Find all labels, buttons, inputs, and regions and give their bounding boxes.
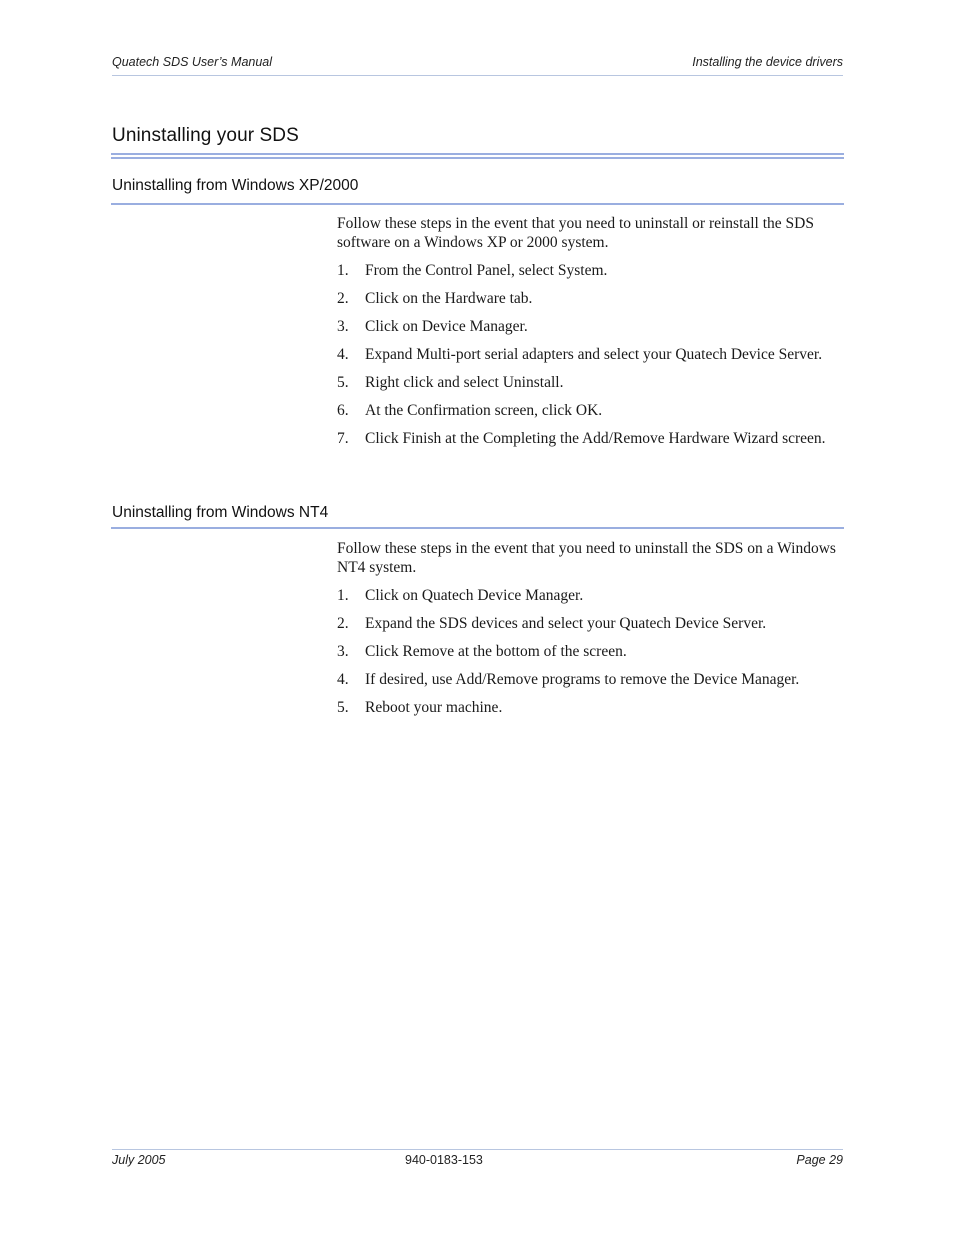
step-text: Click on Quatech Device Manager. — [365, 587, 584, 604]
running-header — [112, 55, 843, 76]
footer-doc-number: 940-0183-153 — [405, 1153, 483, 1167]
step-number: 6. — [337, 402, 349, 419]
section-rule-xp2000 — [111, 203, 844, 205]
step-number: 7. — [337, 430, 349, 447]
steps-list — [337, 586, 843, 717]
step-number: 1. — [337, 262, 349, 279]
footer-page-number: Page 29 — [796, 1153, 843, 1167]
section-heading-nt4: Uninstalling from Windows NT4 — [112, 504, 329, 521]
section-intro: Follow these steps in the event that you need to uninstall the SDS on a Windows NT4 system. — [337, 540, 836, 576]
section-body-xp2000 — [337, 214, 843, 457]
step-text: Click Remove at the bottom of the screen. — [365, 643, 627, 660]
step-text: Click on the Hardware tab. — [365, 290, 533, 307]
list-item — [337, 670, 843, 689]
list-item — [337, 614, 843, 633]
step-number: 5. — [337, 699, 349, 716]
step-text: If desired, use Add/Remove programs to remove the Device Manager. — [365, 671, 800, 688]
step-number: 2. — [337, 615, 349, 632]
footer-date: July 2005 — [112, 1153, 166, 1167]
list-item — [337, 345, 843, 364]
list-item — [337, 289, 843, 308]
page-title: Uninstalling your SDS — [112, 125, 299, 146]
step-text: Reboot your machine. — [365, 699, 503, 716]
list-item — [337, 317, 843, 336]
list-item — [337, 261, 843, 280]
section-rule-nt4 — [111, 527, 844, 529]
step-text: Expand Multi-port serial adapters and select your Quatech Device Server. — [365, 346, 823, 363]
chapter-title: Installing the device drivers — [692, 55, 843, 69]
step-number: 3. — [337, 318, 349, 335]
step-text: From the Control Panel, select System. — [365, 262, 608, 279]
step-number: 1. — [337, 587, 349, 604]
list-item — [337, 642, 843, 661]
list-item — [337, 401, 843, 420]
list-item — [337, 373, 843, 392]
step-number: 3. — [337, 643, 349, 660]
steps-list — [337, 261, 843, 448]
step-number: 5. — [337, 374, 349, 391]
manual-title: Quatech SDS User’s Manual — [112, 55, 273, 69]
step-text: Click Finish at the Completing the Add/Remove Hardware Wizard screen. — [365, 430, 826, 447]
list-item — [337, 698, 843, 717]
section-body-nt4 — [337, 539, 843, 726]
section-intro: Follow these steps in the event that you need to uninstall or reinstall the SDS software on a Windows XP or 2000 system. — [337, 215, 814, 251]
step-text: Right click and select Uninstall. — [365, 374, 564, 391]
step-text: Click on Device Manager. — [365, 318, 528, 335]
step-number: 2. — [337, 290, 349, 307]
step-number: 4. — [337, 346, 349, 363]
step-number: 4. — [337, 671, 349, 688]
page-footer — [112, 1149, 843, 1170]
list-item — [337, 429, 843, 448]
title-rule — [111, 153, 844, 155]
step-text: Expand the SDS devices and select your Quatech Device Server. — [365, 615, 767, 632]
title-rule-second — [111, 157, 844, 159]
section-heading-xp2000: Uninstalling from Windows XP/2000 — [112, 177, 359, 194]
step-text: At the Confirmation screen, click OK. — [365, 402, 603, 419]
list-item — [337, 586, 843, 605]
